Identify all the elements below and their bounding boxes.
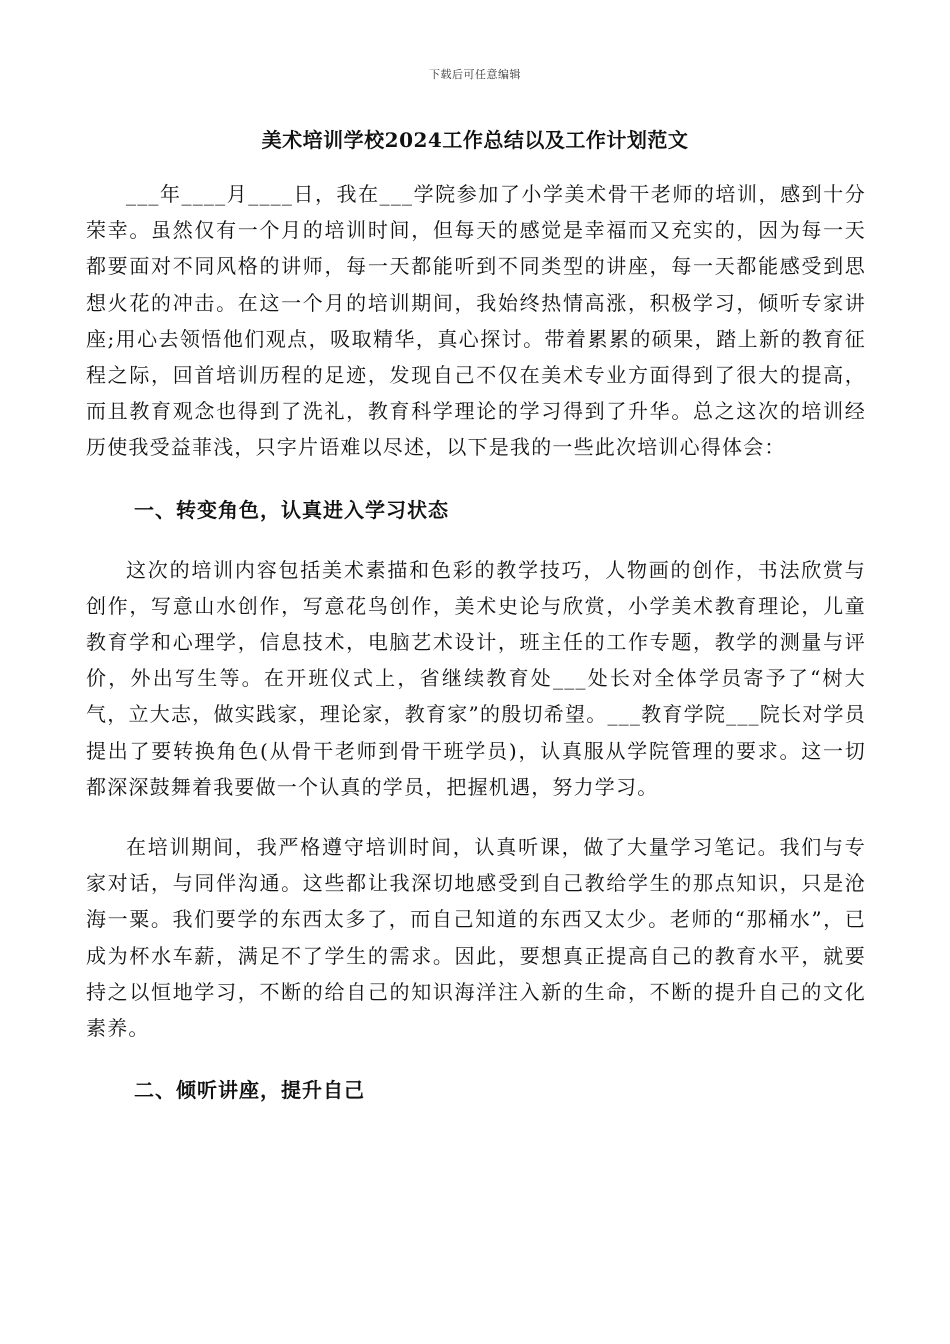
section-1-paragraph-1: 这次的培训内容包括美术素描和色彩的教学技巧，人物画的创作，书法欣赏与创作，写意山水创作，写意花鸟创作，美术史论与欣赏，小学美术教育理论，儿童教育学和心理学，信息技术，电脑艺术设计，班主任的工作专题，教学的测量与评价，外出写生等。在开班仪式上，省继续教育处___处长对全体学员寄予了“树大气，立大志，做实践家，理论家，教育家”的殷切希望。___教育学院___院长对学员提出了要转换角色(从骨干老师到骨干班学员)，认真服从学院管理的要求。这一切都深深鼓舞着我要做一个认真的学员，把握机遇，努力学习。: [86, 557, 866, 799]
section-2-heading: 二、倾听讲座，提升自己: [134, 1078, 365, 1103]
intro-paragraph: ___年____月____日，我在___学院参加了小学美术骨干老师的培训，感到十分荣幸。虽然仅有一个月的培训时间，但每天的感觉是幸福而又充实的，因为每一天都要面对不同风格的讲师，每一天都能听到不同类型的讲座，每一天都能感受到思想火花的冲击。在这一个月的培训期间，我始终热情高涨，积极学习，倾听专家讲座;用心去领悟他们观点，吸取精华，真心探讨。带着累累的硕果，踏上新的教育征程之际，回首培训历程的足迹，发现自己不仅在美术专业方面得到了很大的提高，而且教育观念也得到了洗礼，教育科学理论的学习得到了升华。总之这次的培训经历使我受益菲浅，只字片语难以尽述，以下是我的一些此次培训心得体会：: [86, 182, 866, 460]
header-note: 下载后可任意编辑: [429, 68, 521, 81]
section-1-paragraph-2: 在培训期间，我严格遵守培训时间，认真听课，做了大量学习笔记。我们与专家对话，与同伴沟通。这些都让我深切地感受到自己教给学生的那点知识，只是沧海一粟。我们要学的东西太多了，而自己知道的东西又太少。老师的“那桶水”，已成为杯水车薪，满足不了学生的需求。因此，要想真正提高自己的教育水平，就要持之以恒地学习，不断的给自己的知识海洋注入新的生命，不断的提升自己的文化素养。: [86, 835, 866, 1041]
document-body: [86, 176, 866, 1108]
section-1-heading: 一、转变角色，认真进入学习状态: [134, 497, 449, 522]
document-title: 美术培训学校2024工作总结以及工作计划范文: [261, 128, 689, 152]
